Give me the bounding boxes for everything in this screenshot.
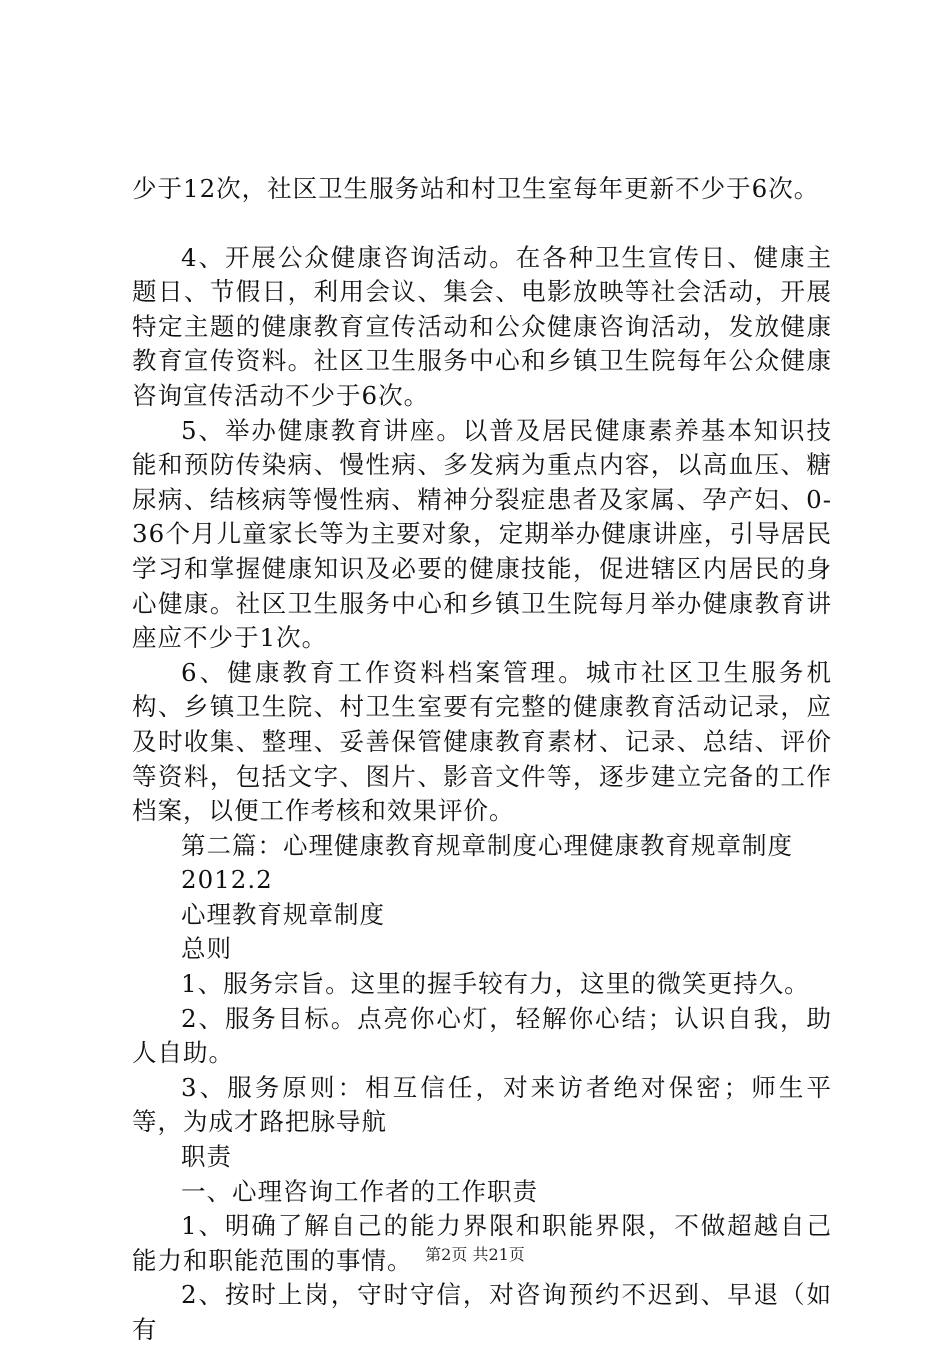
general-provisions-heading: 总则 bbox=[181, 934, 232, 964]
duties-subheading: 一、心理咨询工作者的工作职责 bbox=[181, 1176, 538, 1206]
page-number-footer: 第2页 共21页 bbox=[425, 1245, 525, 1264]
duties-heading: 职责 bbox=[181, 1142, 232, 1172]
paragraph-item-6: 6、健康教育工作资料档案管理。城市社区卫生服务机构、乡镇卫生院、村卫生室要有完整的健康教育活动记录，应及时收集、整理、妥善保管健康教育素材、记录、总结、评价等资料，包括文字、图片、影音文件等，逐步建立完备的工作档案，以便工作考核和效果评价。 bbox=[132, 657, 832, 826]
document-title: 心理教育规章制度 bbox=[181, 899, 385, 929]
paragraph-item-5: 5、举办健康教育讲座。以普及居民健康素养基本知识技能和预防传染病、慢性病、多发病为重点内容，以高血压、糖尿病、结核病等慢性病、精神分裂症患者及家属、孕产妇、0-36个月儿童家长等为主要对象，定期举办健康讲座，引导居民学习和掌握健康知识及必要的健康技能，促进辖区内居民的身心健康。社区卫生服务中心和乡镇卫生院每月举办健康教育讲座应不少于1次。 bbox=[132, 415, 832, 653]
section-heading: 第二篇：心理健康教育规章制度心理健康教育规章制度 bbox=[181, 830, 793, 860]
paragraph-gap bbox=[132, 207, 832, 241]
duty-item-2: 2、按时上岗，守时守信，对咨询预约不迟到、早退（如有 bbox=[132, 1280, 832, 1344]
provision-item-3: 3、服务原则：相互信任，对来访者绝对保密；师生平等，为成才路把脉导航 bbox=[132, 1072, 832, 1137]
duty-item-1: 1、明确了解自己的能力界限和职能界限，不做超越自己能力和职能范围的事情。 bbox=[132, 1211, 832, 1275]
document-body bbox=[132, 172, 832, 1348]
document-date: 2012.2 bbox=[181, 865, 273, 895]
paragraph-continuation: 少于12次，社区卫生服务站和村卫生室每年更新不少于6次。 bbox=[132, 174, 820, 203]
provision-item-2: 2、服务目标。点亮你心灯，轻解你心结；认识自我，助人自助。 bbox=[132, 1003, 832, 1068]
provision-item-1: 1、服务宗旨。这里的握手较有力，这里的微笑更持久。 bbox=[181, 969, 810, 999]
paragraph-item-4: 4、开展公众健康咨询活动。在各种卫生宣传日、健康主题日、节假日，利用会议、集会、电影放映等社会活动，开展特定主题的健康教育宣传活动和公众健康咨询活动，发放健康教育宣传资料。社区卫生服务中心和乡镇卫生院每年公众健康咨询宣传活动不少于6次。 bbox=[132, 242, 832, 410]
